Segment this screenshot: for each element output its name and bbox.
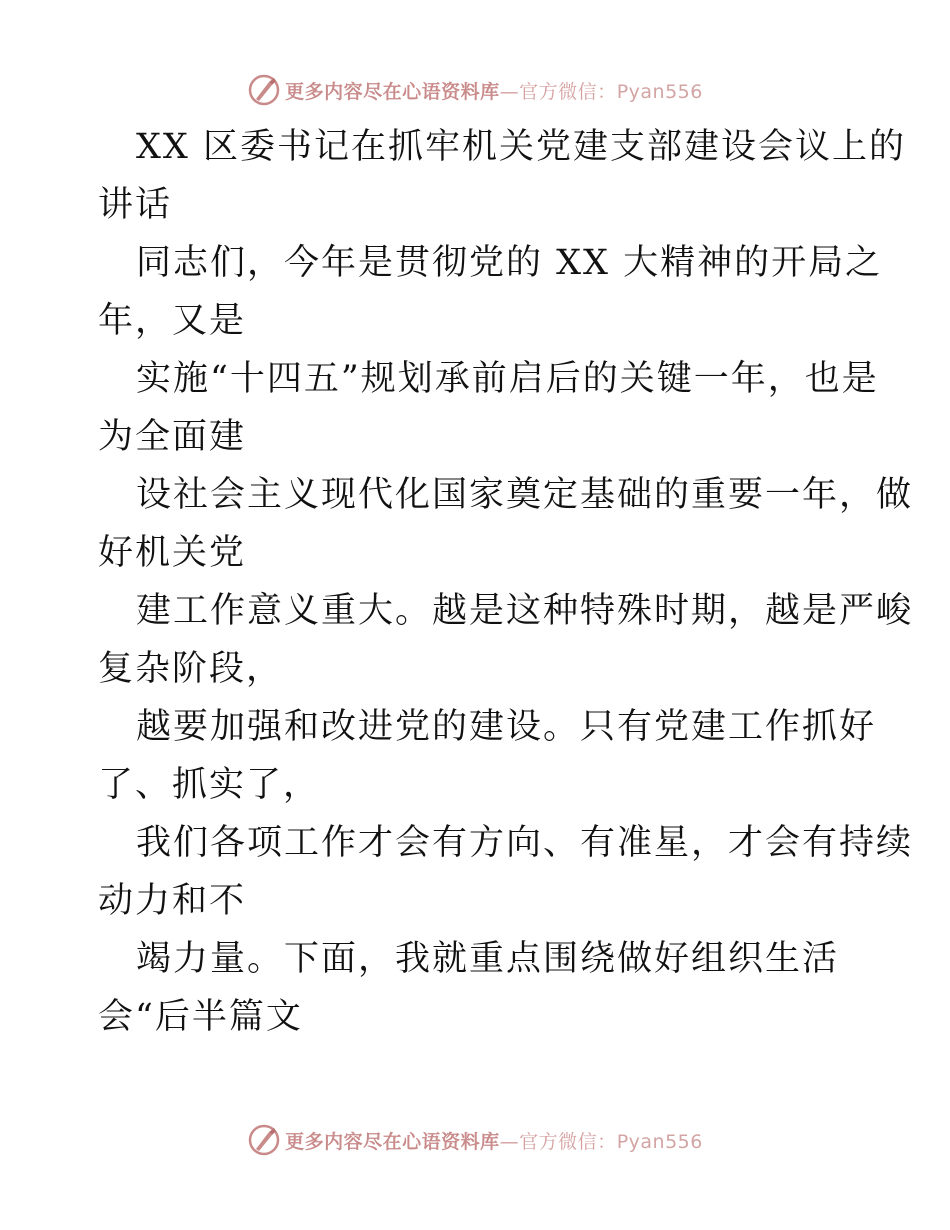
text-line: 同志们，今年是贯彻党的 XX 大精神的开局之 (136, 243, 883, 283)
text-line: 越要加强和改进党的建设。只有党建工作抓好 (136, 707, 877, 747)
watermark-group (247, 73, 703, 107)
watermark-tail: 官方微信： (519, 1130, 617, 1153)
text-line: 设社会主义现代化国家奠定基础的重要一年，做 (136, 475, 914, 515)
text-line: 为全面建 (98, 417, 247, 457)
watermark-text (285, 77, 703, 104)
text-line: 建工作意义重大。越是这种特殊时期，越是严峻 (136, 591, 914, 631)
text-line: XX 区委书记在抓牢机关党建支部建设会议上的 (136, 127, 906, 167)
header-watermark (0, 70, 950, 110)
footer-watermark (0, 1120, 950, 1160)
text-line: 实施“十四五”规划承前启后的关键一年，也是 (136, 359, 879, 399)
watermark-id: Pyan556 (616, 1130, 703, 1153)
document-body (98, 118, 914, 1046)
quill-pen-logo-icon (247, 1123, 281, 1157)
quill-pen-logo-icon (247, 73, 281, 107)
text-line: 会“后半篇文 (98, 997, 303, 1037)
watermark-text (285, 1127, 703, 1154)
watermark-tail: 官方微信： (519, 80, 617, 103)
watermark-id: Pyan556 (616, 80, 703, 103)
watermark-brand: 更多内容尽在心语资料库 (285, 80, 500, 103)
text-line: 讲话 (98, 185, 173, 225)
text-line: 复杂阶段， (98, 649, 284, 689)
watermark-separator: — (499, 1130, 520, 1153)
watermark-brand: 更多内容尽在心语资料库 (285, 1130, 500, 1153)
text-line: 我们各项工作才会有方向、有准星，才会有持续 (136, 823, 914, 863)
text-line: 竭力量。下面，我就重点围绕做好组织生活 (136, 939, 840, 979)
text-line: 了、抓实了， (98, 765, 321, 805)
text-line: 动力和不 (98, 881, 247, 921)
watermark-group (247, 1123, 703, 1157)
text-line: 年，又是 (98, 301, 247, 341)
text-line: 好机关党 (98, 533, 247, 573)
watermark-separator: — (499, 80, 520, 103)
